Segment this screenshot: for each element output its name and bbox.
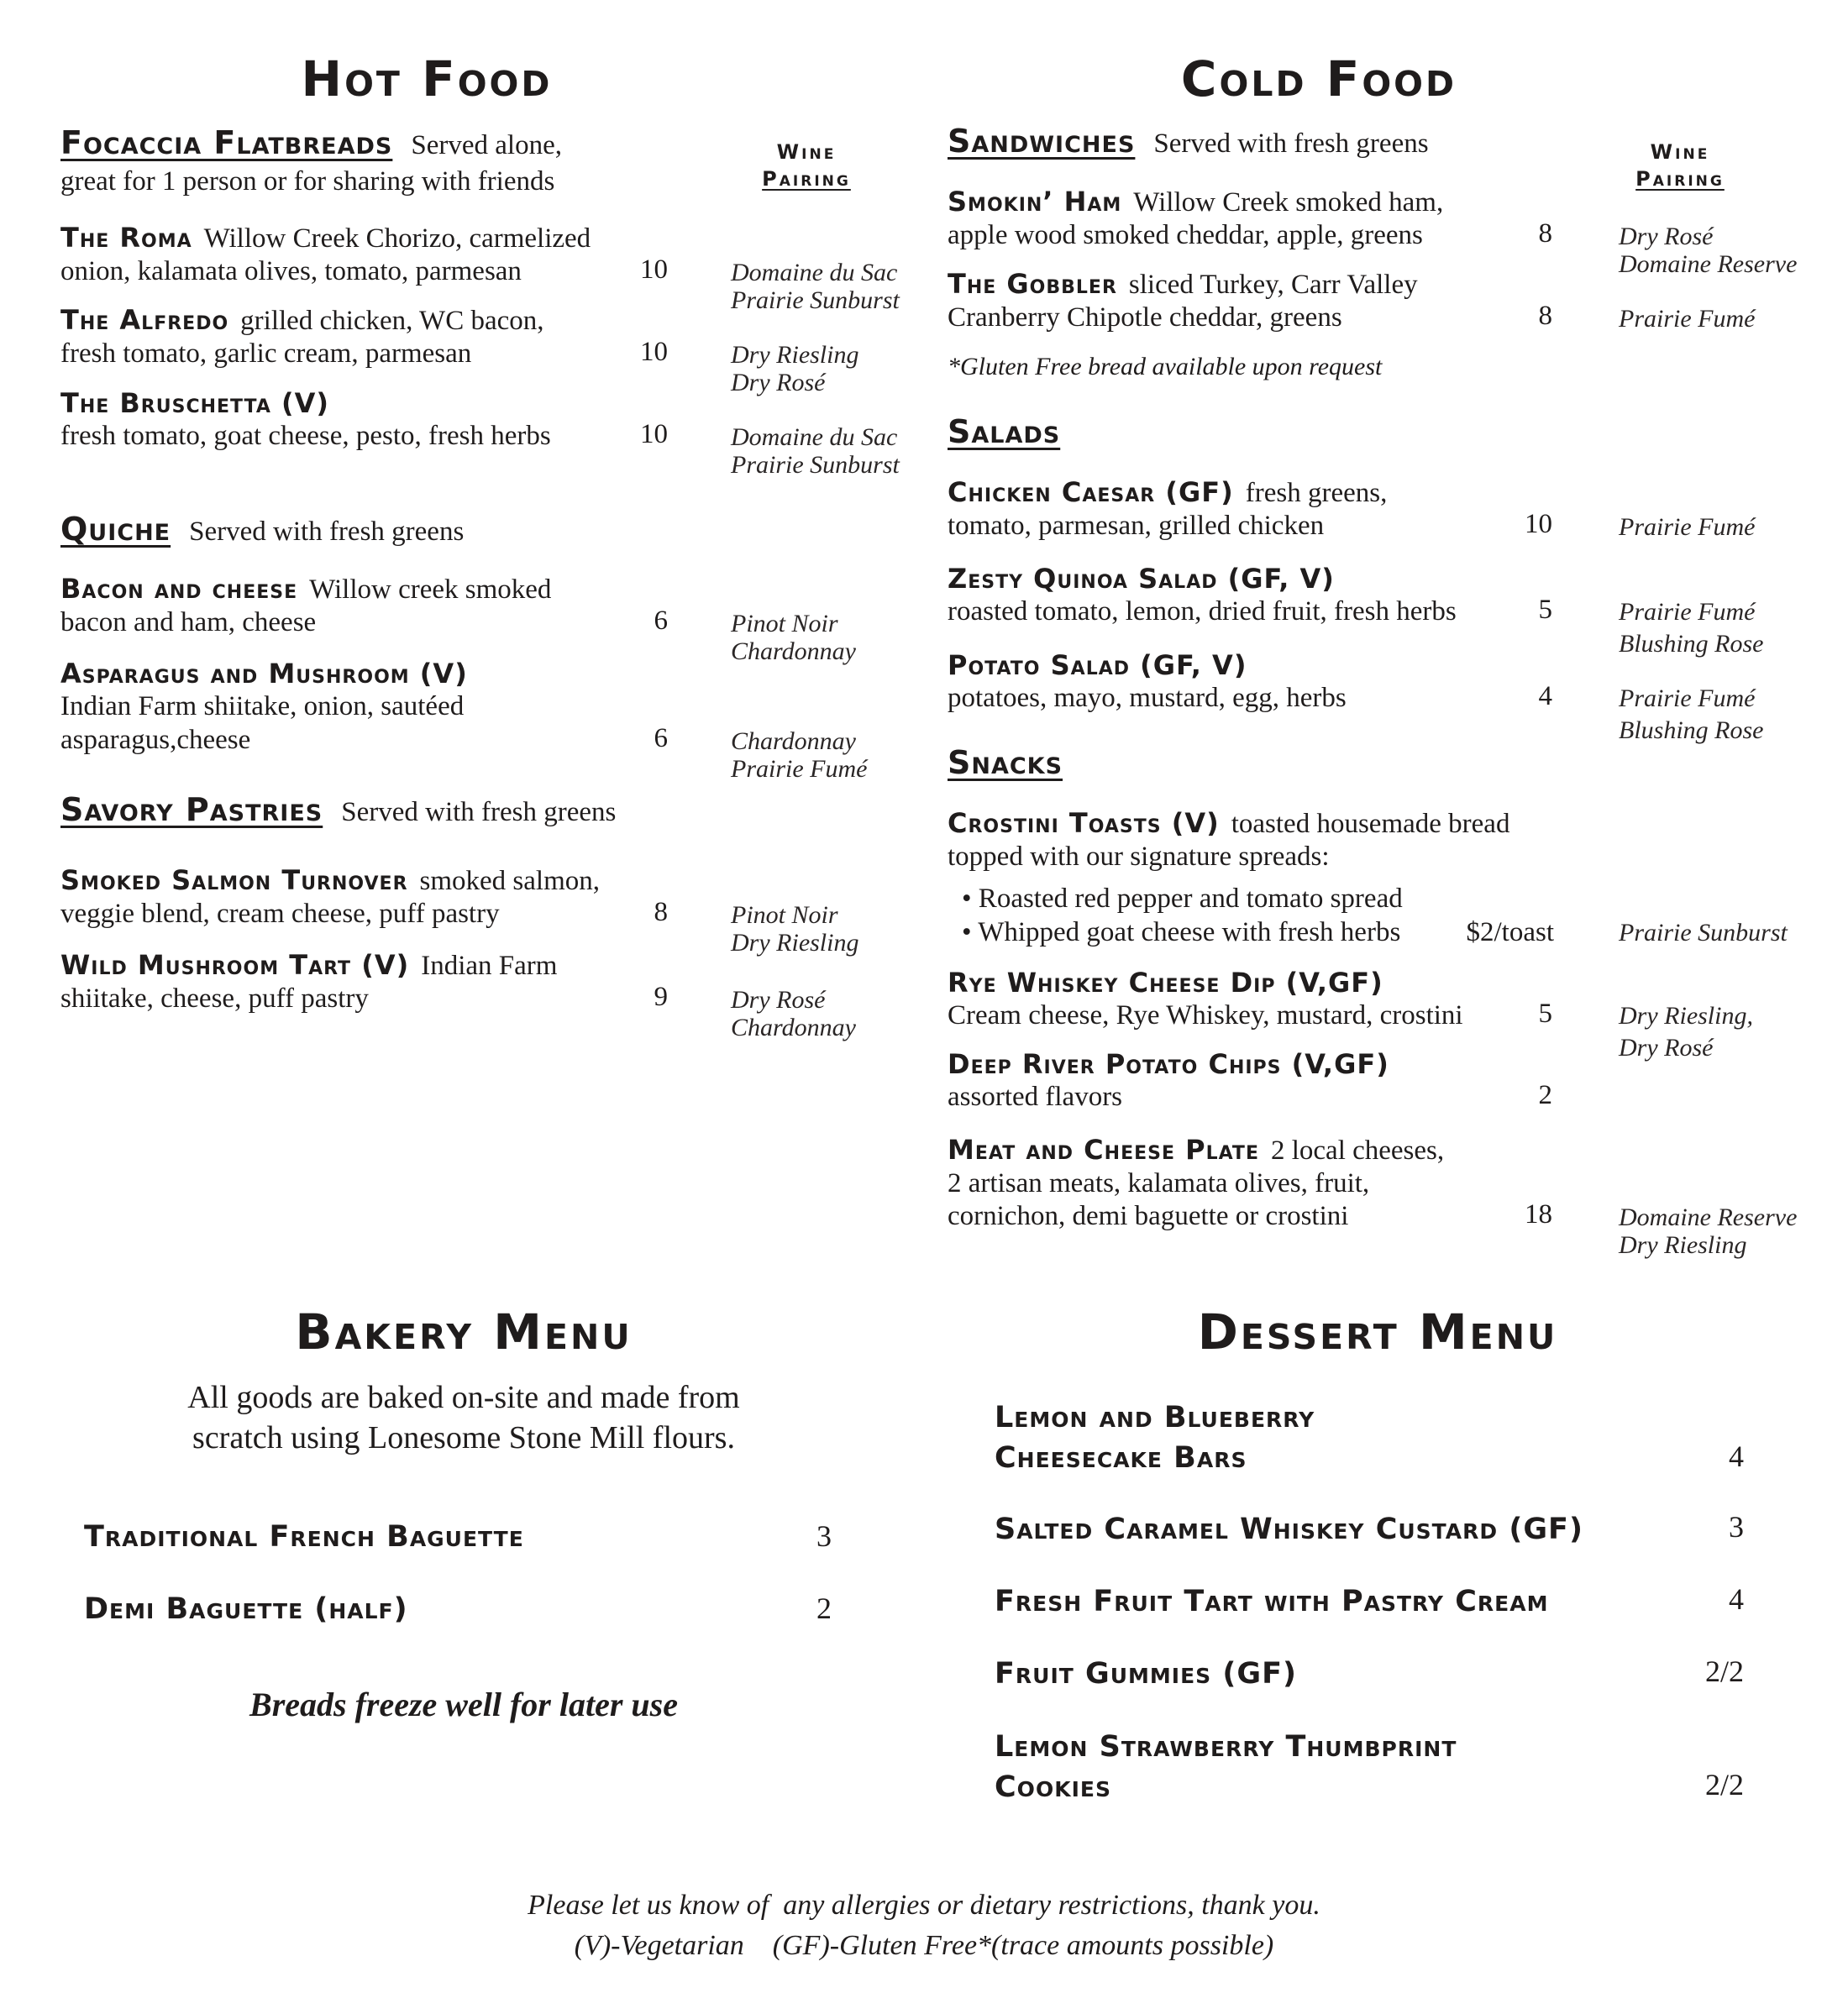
- item-name: Bacon and cheese: [60, 573, 298, 605]
- wine-1: Domaine du Sac: [731, 259, 898, 286]
- wine-2: Domaine Reserve: [1619, 250, 1798, 278]
- wine-pairing: [1619, 683, 1764, 747]
- item-desc: sliced Turkey, Carr Valley: [1128, 270, 1418, 300]
- item-name: Meat and Cheese Plate: [948, 1134, 1259, 1166]
- wine-2: Prairie Sunburst: [731, 286, 900, 314]
- item-desc: Indian Farm: [421, 951, 558, 981]
- wine-2: Dry Riesling: [1619, 1231, 1747, 1259]
- bakery-price: 3: [816, 1519, 832, 1553]
- item-desc-line2: assorted flavors: [948, 1082, 1123, 1112]
- menu-item-meat-cheese-plate: [948, 1134, 1444, 1167]
- wine-pairing: Prairie Fumé: [1619, 305, 1756, 333]
- pastries-title: Savory Pastries: [60, 791, 323, 828]
- item-desc-line2: tomato, parmesan, grilled chicken: [948, 511, 1325, 541]
- item-price: 10: [640, 254, 668, 285]
- dessert-price: 4: [1729, 1582, 1744, 1616]
- quiche-section-header: [60, 511, 464, 548]
- snacks-title: Snacks: [948, 744, 1063, 781]
- focaccia-title: Focaccia Flatbreads: [60, 124, 393, 161]
- menu-item-bruschetta: The Bruschetta (V): [60, 387, 330, 419]
- bakery-intro: [44, 1377, 884, 1458]
- item-price: 5: [1538, 595, 1552, 625]
- item-desc-line2: topped with our signature spreads:: [948, 842, 1330, 872]
- item-price: 2: [1538, 1080, 1552, 1110]
- quiche-desc: Served with fresh greens: [189, 517, 465, 547]
- bakery-intro-line2: scratch using Lonesome Stone Mill flours.: [192, 1420, 735, 1455]
- item-desc-line2: Cream cheese, Rye Whiskey, mustard, crostini: [948, 1000, 1463, 1030]
- item-name: Chicken Caesar (GF): [948, 476, 1234, 508]
- wine-pairing: [731, 341, 858, 396]
- wine-2: Dry Rosé: [731, 369, 826, 396]
- dessert-item-cheesecake: [995, 1398, 1315, 1478]
- dessert-price: 2/2: [1704, 1655, 1744, 1688]
- wine-2: Dry Riesling: [731, 929, 859, 957]
- menu-item-chicken-caesar: [948, 476, 1387, 509]
- wine-1: Pinot Noir: [731, 901, 838, 929]
- item-desc-line3: cornichon, demi baguette or crostini: [948, 1201, 1349, 1231]
- pastries-desc: Served with fresh greens: [341, 797, 617, 827]
- wine-pairing: [731, 986, 856, 1041]
- pastries-section-header: [60, 791, 616, 828]
- wine-pairing-line2: Pairing: [762, 167, 851, 191]
- wine-pairing: [731, 423, 900, 479]
- dessert-price: 2/2: [1704, 1768, 1744, 1801]
- focaccia-desc: Served alone,: [411, 130, 562, 160]
- item-name: The Roma: [60, 222, 192, 254]
- item-desc-line2: shiitake, cheese, puff pastry: [60, 983, 369, 1014]
- wine-pairing: [1619, 1000, 1753, 1064]
- menu-item-potato-salad: Potato Salad (GF, V): [948, 649, 1247, 681]
- bakery-intro-line1: All goods are baked on-site and made from: [187, 1380, 740, 1415]
- item-desc: Willow Creek smoked ham,: [1133, 187, 1444, 218]
- list-item: • Whipped goat cheese with fresh herbs: [962, 917, 1401, 947]
- item-desc-line2: fresh tomato, garlic cream, parmesan: [60, 338, 472, 369]
- item-price: 5: [1538, 999, 1552, 1029]
- item-desc-line2: Cranberry Chipotle cheddar, greens: [948, 302, 1342, 333]
- menu-item-rye-whiskey-dip: Rye Whiskey Cheese Dip (V,GF): [948, 967, 1383, 999]
- dessert-item-fruit-gummies: Fruit Gummies (GF): [995, 1657, 1297, 1691]
- wine-2: Dry Rosé: [1619, 1034, 1714, 1062]
- dessert-item-fruit-tart: Fresh Fruit Tart with Pastry Cream: [995, 1585, 1549, 1618]
- sandwiches-section-header: [948, 123, 1429, 160]
- wine-2: Prairie Fumé: [731, 755, 868, 783]
- salads-title: Salads: [948, 413, 1061, 450]
- quiche-title: Quiche: [60, 511, 171, 548]
- item-price: 8: [1538, 218, 1552, 249]
- dessert-title: Dessert Menu: [1197, 1303, 1558, 1361]
- wine-1: Dry Rosé: [731, 986, 826, 1014]
- dessert-item-thumbprint-cookies: [995, 1727, 1457, 1807]
- focaccia-section-header: [60, 124, 562, 161]
- item-price: 6: [654, 723, 668, 753]
- dessert-name-line2: Cookies: [995, 1770, 1111, 1804]
- wine-1: Dry Riesling: [731, 341, 859, 369]
- menu-item-crostini: [948, 807, 1509, 840]
- item-desc-line2: fresh tomato, goat cheese, pesto, fresh herbs: [60, 421, 551, 451]
- menu-item-roma: [60, 222, 591, 254]
- wine-1: Prairie Fumé: [1619, 598, 1756, 626]
- item-desc-line2: veggie blend, cream cheese, puff pastry: [60, 899, 500, 929]
- hot-wine-pairing-header: [739, 139, 874, 192]
- wine-1: Chardonnay: [731, 727, 856, 755]
- wine-1: Dry Rosé: [1619, 223, 1714, 250]
- wine-pairing: [1619, 1204, 1797, 1259]
- item-price: $2/toast: [1466, 917, 1554, 947]
- wine-pairing: [731, 259, 900, 314]
- item-price: 18: [1525, 1199, 1552, 1230]
- item-name: Wild Mushroom Tart (V): [60, 949, 410, 981]
- bakery-note: Breads freeze well for later use: [249, 1686, 678, 1723]
- item-price: 10: [640, 419, 668, 449]
- dessert-name-line1: Lemon and Blueberry: [995, 1401, 1315, 1434]
- item-price: 9: [654, 982, 668, 1012]
- item-price: 8: [1538, 301, 1552, 331]
- item-desc: smoked salmon,: [419, 866, 600, 896]
- list-item: • Roasted red pepper and tomato spread: [962, 884, 1403, 914]
- wine-pairing: [731, 610, 856, 665]
- footer-notes: [0, 1885, 1848, 1966]
- item-name: The Alfredo: [60, 304, 229, 336]
- item-desc: 2 local cheeses,: [1270, 1135, 1445, 1166]
- item-name: Smokin’ Ham: [948, 186, 1122, 218]
- wine-1: Prairie Fumé: [1619, 684, 1756, 712]
- wine-2: Prairie Sunburst: [731, 451, 900, 479]
- item-price: 8: [654, 897, 668, 927]
- wine-pairing: Prairie Sunburst: [1619, 919, 1788, 947]
- cold-wine-pairing-header: [1613, 139, 1747, 192]
- dietary-legend: (V)-Vegetarian (GF)-Gluten Free*(trace amounts possible): [574, 1930, 1274, 1961]
- item-desc: toasted housemade bread: [1231, 809, 1510, 839]
- sandwiches-title: Sandwiches: [948, 123, 1136, 160]
- wine-2: Chardonnay: [731, 637, 856, 665]
- menu-item-quinoa-salad: Zesty Quinoa Salad (GF, V): [948, 563, 1335, 595]
- wine-pairing-line1: Wine: [776, 140, 837, 164]
- crostini-spreads-list: [962, 882, 1403, 949]
- wine-2: Chardonnay: [731, 1014, 856, 1041]
- item-desc: Willow creek smoked: [309, 574, 552, 605]
- wine-pairing: Prairie Fumé: [1619, 513, 1756, 541]
- dessert-name-line2: Cheesecake Bars: [995, 1441, 1247, 1475]
- bakery-item-baguette: Traditional French Baguette: [84, 1520, 524, 1554]
- allergy-note: Please let us know of any allergies or dietary restrictions, thank you.: [528, 1890, 1320, 1921]
- wine-1: Dry Riesling,: [1619, 1002, 1753, 1030]
- menu-item-alfredo: [60, 304, 544, 337]
- bakery-item-demi-baguette: Demi Baguette (half): [84, 1592, 408, 1626]
- focaccia-desc-line2: great for 1 person or for sharing with friends: [60, 166, 555, 197]
- item-desc-line2: potatoes, mayo, mustard, egg, herbs: [948, 683, 1347, 713]
- item-desc-line2: onion, kalamata olives, tomato, parmesan: [60, 256, 522, 286]
- sandwiches-desc: Served with fresh greens: [1153, 128, 1429, 159]
- cold-food-title: Cold Food: [1180, 50, 1457, 108]
- item-name: Crostini Toasts (V): [948, 807, 1220, 839]
- menu-item-salmon-turnover: [60, 864, 600, 897]
- dessert-item-custard: Salted Caramel Whiskey Custard (GF): [995, 1513, 1583, 1546]
- item-name: Smoked Salmon Turnover: [60, 864, 408, 896]
- item-desc-line2: Indian Farm shiitake, onion, sautéed: [60, 691, 465, 721]
- item-desc-line3: asparagus,cheese: [60, 725, 251, 755]
- dessert-price: 3: [1729, 1510, 1744, 1544]
- item-desc: Willow Creek Chorizo, carmelized: [203, 223, 591, 254]
- menu-item-gobbler: [948, 268, 1418, 301]
- wine-pairing-line1: Wine: [1650, 140, 1710, 164]
- item-desc-line2: 2 artisan meats, kalamata olives, fruit,: [948, 1168, 1370, 1198]
- wine-2: Blushing Rose: [1619, 716, 1764, 744]
- item-desc: fresh greens,: [1245, 478, 1388, 508]
- wine-1: Domaine du Sac: [731, 423, 898, 451]
- hot-food-title: Hot Food: [301, 50, 553, 108]
- item-price: 10: [640, 337, 668, 367]
- item-desc-line2: roasted tomato, lemon, dried fruit, fresh herbs: [948, 596, 1457, 627]
- gluten-free-note: *Gluten Free bread available upon request: [948, 353, 1383, 380]
- item-price: 10: [1525, 509, 1552, 539]
- item-price: 4: [1538, 681, 1552, 711]
- wine-2: Blushing Rose: [1619, 630, 1764, 658]
- wine-pairing: [1619, 223, 1797, 278]
- menu-item-asparagus-mushroom: Asparagus and Mushroom (V): [60, 658, 468, 690]
- wine-pairing: [731, 727, 867, 783]
- wine-pairing: [1619, 596, 1764, 660]
- item-price: 6: [654, 606, 668, 636]
- wine-pairing-line2: Pairing: [1635, 167, 1725, 191]
- menu-item-smokin-ham: [948, 186, 1443, 218]
- item-desc: grilled chicken, WC bacon,: [240, 306, 544, 336]
- bakery-title: Bakery Menu: [295, 1303, 633, 1361]
- menu-item-potato-chips: Deep River Potato Chips (V,GF): [948, 1048, 1389, 1080]
- item-desc-line2: apple wood smoked cheddar, apple, greens: [948, 220, 1423, 250]
- bakery-price: 2: [816, 1592, 832, 1625]
- wine-pairing: [731, 901, 858, 957]
- item-name: The Gobbler: [948, 268, 1117, 300]
- menu-item-mushroom-tart: [60, 949, 557, 982]
- dessert-price: 4: [1729, 1440, 1744, 1473]
- menu-item-bacon-cheese: [60, 573, 551, 606]
- dessert-name-line1: Lemon Strawberry Thumbprint: [995, 1730, 1457, 1764]
- item-desc-line2: bacon and ham, cheese: [60, 607, 317, 637]
- wine-1: Pinot Noir: [731, 610, 838, 637]
- wine-1: Domaine Reserve: [1619, 1204, 1798, 1231]
